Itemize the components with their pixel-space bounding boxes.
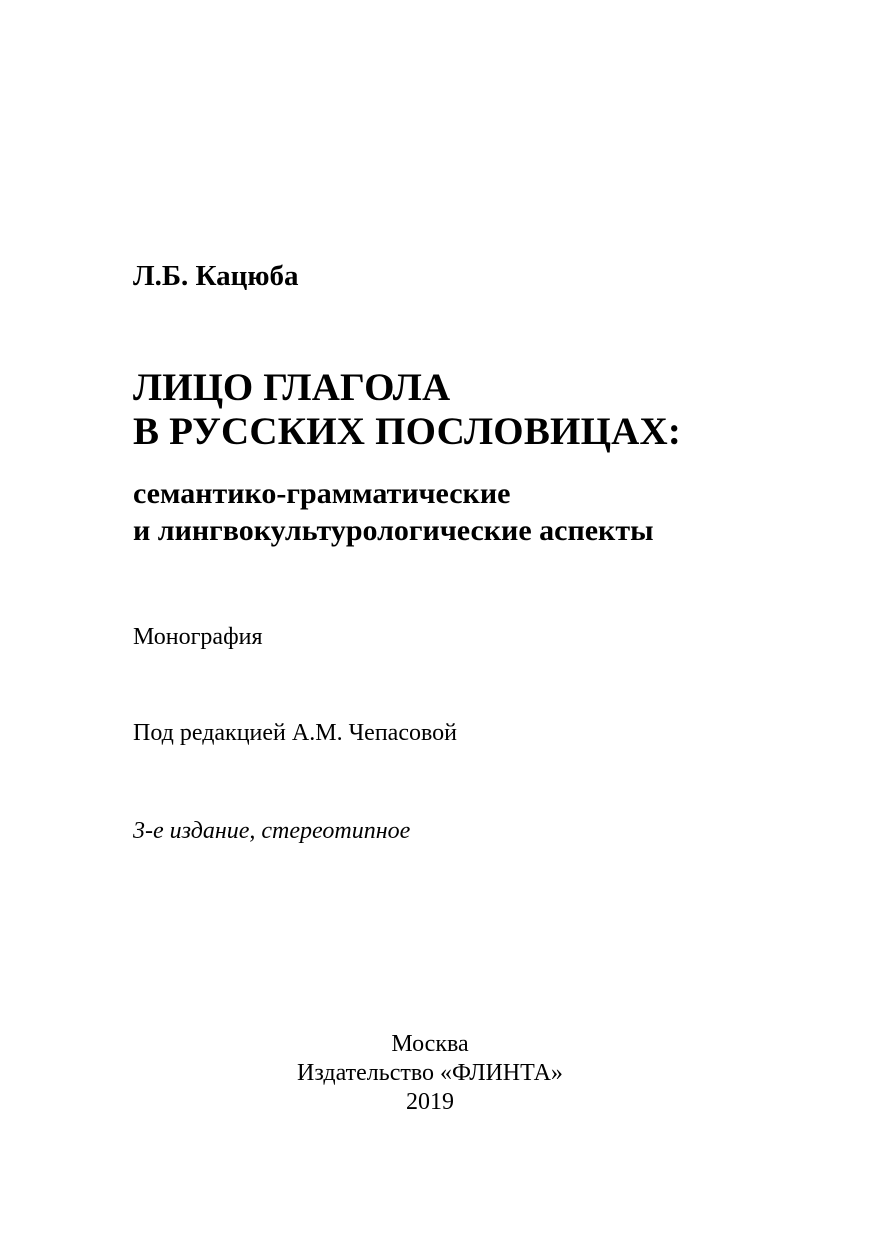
imprint-city: Москва — [391, 1031, 469, 1057]
book-title — [133, 366, 681, 454]
imprint — [0, 1030, 860, 1117]
book-subtitle-line-1: семантико-грамматические — [133, 477, 511, 510]
genre-label: Монография — [133, 624, 263, 650]
author-name: Л.Б. Кацюба — [133, 260, 299, 292]
imprint-publisher: Издательство «ФЛИНТА» — [297, 1060, 563, 1086]
imprint-year: 2019 — [406, 1089, 454, 1115]
editor-credit: Под редакцией А.М. Чепасовой — [133, 720, 457, 746]
book-title-line-2: В РУССКИХ ПОСЛОВИЦАХ: — [133, 410, 682, 453]
book-title-line-1: ЛИЦО ГЛАГОЛА — [133, 366, 451, 409]
book-subtitle-line-2: и лингвокультурологические аспекты — [133, 514, 654, 547]
edition-note: 3-е издание, стереотипное — [133, 818, 411, 844]
book-subtitle — [133, 475, 654, 549]
